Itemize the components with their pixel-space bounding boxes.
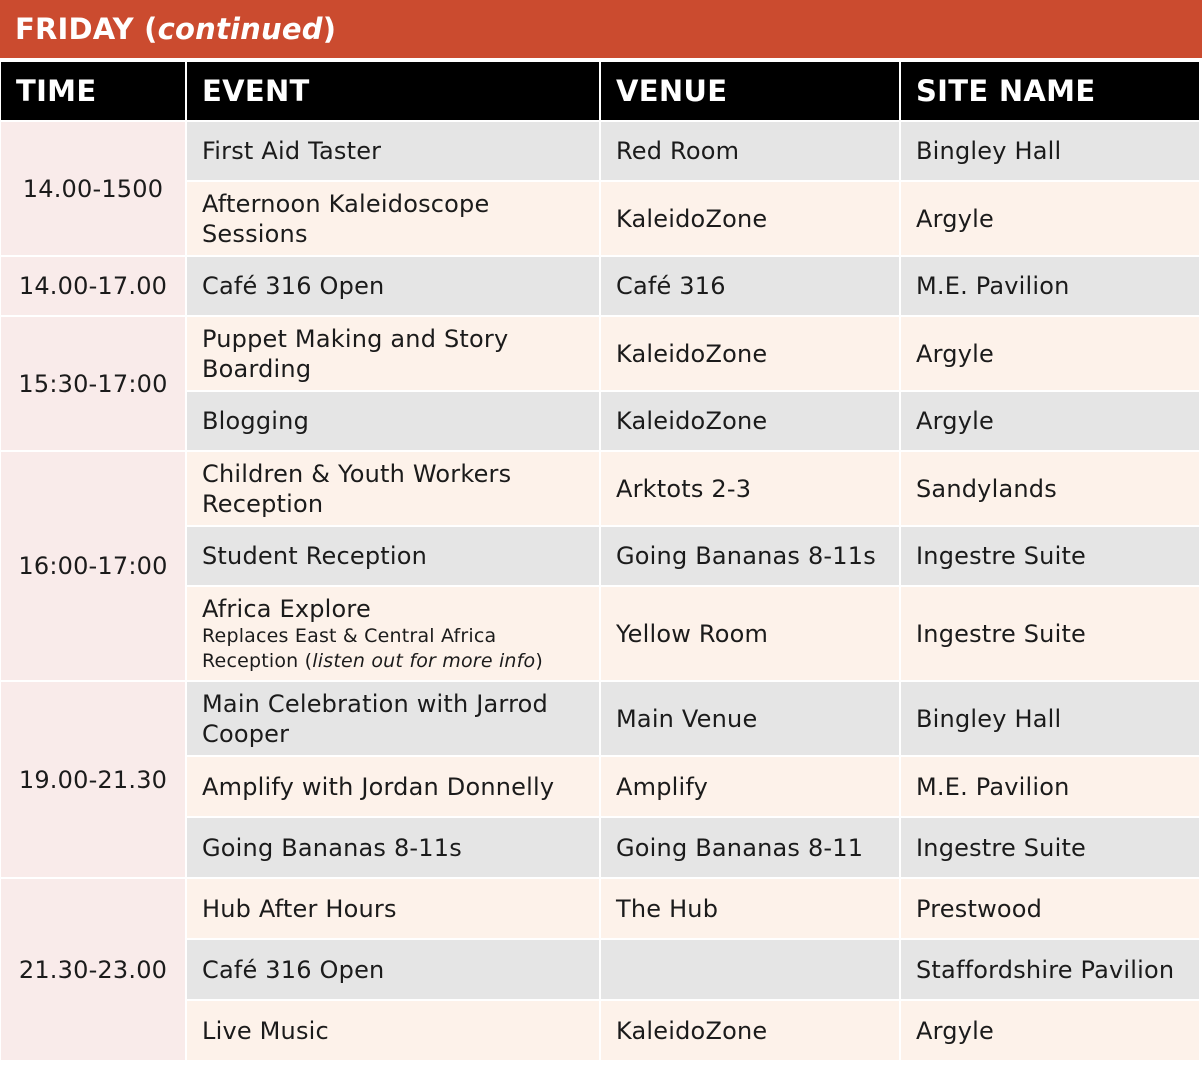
site-cell: Argyle [901, 392, 1199, 450]
header-time: TIME [1, 62, 185, 120]
site-cell: M.E. Pavilion [901, 257, 1199, 315]
schedule-table [0, 60, 1201, 1062]
site-cell: Staffordshire Pavilion [901, 940, 1199, 999]
site-cell: M.E. Pavilion [901, 757, 1199, 816]
event-cell: Blogging [187, 392, 599, 450]
venue-cell: Red Room [601, 122, 899, 180]
venue-cell: Yellow Room [601, 587, 899, 680]
banner-title [15, 12, 336, 46]
banner-title-end: ) [322, 12, 337, 46]
site-cell: Ingestre Suite [901, 587, 1199, 680]
time-cell: 15:30-17:00 [1, 317, 185, 450]
event-cell: Hub After Hours [187, 879, 599, 938]
site-cell: Prestwood [901, 879, 1199, 938]
venue-cell: KaleidoZone [601, 392, 899, 450]
venue-cell: Amplify [601, 757, 899, 816]
event-cell: Amplify with Jordan Donnelly [187, 757, 599, 816]
time-cell: 14.00-1500 [1, 122, 185, 255]
time-cell: 21.30-23.00 [1, 879, 185, 1060]
day-banner [0, 0, 1202, 58]
venue-cell: Main Venue [601, 682, 899, 755]
venue-cell: KaleidoZone [601, 317, 899, 390]
event-note-text: Replaces East & Central Africa Reception ( [202, 624, 497, 672]
table-row [1, 452, 1199, 525]
header-row [1, 62, 1199, 120]
site-cell: Ingestre Suite [901, 527, 1199, 585]
site-cell: Sandylands [901, 452, 1199, 525]
table-row [1, 122, 1199, 180]
event-title: Africa Explore [202, 594, 371, 623]
event-cell: Puppet Making and Story Boarding [187, 317, 599, 390]
site-cell: Argyle [901, 317, 1199, 390]
site-cell: Argyle [901, 1001, 1199, 1060]
venue-cell: The Hub [601, 879, 899, 938]
event-cell: Children & Youth Workers Reception [187, 452, 599, 525]
site-cell: Ingestre Suite [901, 818, 1199, 877]
event-cell: Main Celebration with Jarrod Cooper [187, 682, 599, 755]
time-cell: 19.00-21.30 [1, 682, 185, 877]
banner-title-italic: continued [157, 12, 323, 46]
event-note-end: ) [535, 649, 544, 672]
site-cell: Bingley Hall [901, 122, 1199, 180]
site-cell: Bingley Hall [901, 682, 1199, 755]
venue-cell: Arktots 2-3 [601, 452, 899, 525]
event-cell: Going Bananas 8-11s [187, 818, 599, 877]
event-cell [187, 587, 599, 680]
header-event: EVENT [187, 62, 599, 120]
venue-cell: KaleidoZone [601, 182, 899, 255]
event-cell: First Aid Taster [187, 122, 599, 180]
header-venue: VENUE [601, 62, 899, 120]
table-row [1, 317, 1199, 390]
venue-cell: Going Bananas 8-11s [601, 527, 899, 585]
event-cell: Café 316 Open [187, 940, 599, 999]
banner-title-text: FRIDAY ( [15, 12, 158, 46]
time-cell: 16:00-17:00 [1, 452, 185, 680]
event-cell: Afternoon Kaleidoscope Sessions [187, 182, 599, 255]
event-cell: Student Reception [187, 527, 599, 585]
header-site-name: SITE NAME [901, 62, 1199, 120]
table-row [1, 879, 1199, 938]
venue-cell: Café 316 [601, 257, 899, 315]
table-row [1, 257, 1199, 315]
venue-cell: KaleidoZone [601, 1001, 899, 1060]
event-cell: Café 316 Open [187, 257, 599, 315]
time-cell: 14.00-17.00 [1, 257, 185, 315]
event-note [202, 624, 599, 674]
event-cell: Live Music [187, 1001, 599, 1060]
event-note-italic: listen out for more info [312, 649, 536, 672]
venue-cell [601, 940, 899, 999]
site-cell: Argyle [901, 182, 1199, 255]
venue-cell: Going Bananas 8-11 [601, 818, 899, 877]
table-row [1, 682, 1199, 755]
